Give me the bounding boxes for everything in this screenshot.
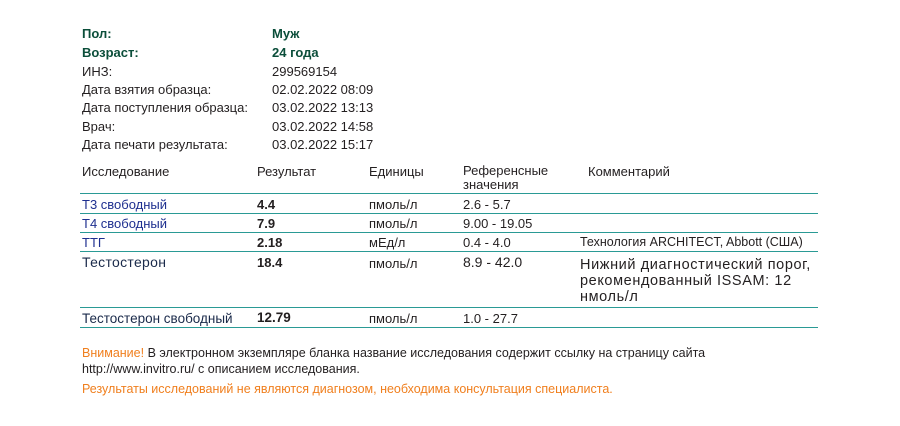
attention-note-line2 — [82, 362, 360, 376]
header-result: Результат — [257, 164, 317, 179]
table-row-reference: 0.4 - 4.0 — [463, 235, 511, 250]
table-rule — [80, 193, 818, 194]
header-comment: Комментарий — [588, 164, 670, 179]
sample-received-value: 03.02.2022 13:13 — [272, 100, 374, 115]
age-label: Возраст: — [82, 45, 139, 60]
table-rule — [80, 251, 818, 252]
table-row-comment: Нижний диагностический порог, рекомендованный ISSAM: 12 нмоль/л — [580, 257, 811, 305]
table-row-reference: 2.6 - 5.7 — [463, 197, 511, 212]
header-test: Исследование — [82, 164, 170, 179]
table-rule — [80, 213, 818, 214]
table-row-units: мЕд/л — [369, 235, 406, 250]
table-row-reference: 9.00 - 19.05 — [463, 216, 533, 231]
inz-label: ИНЗ: — [82, 64, 113, 79]
print-date-value: 03.02.2022 15:17 — [272, 137, 374, 152]
table-row-test[interactable]: Т3 свободный — [82, 197, 168, 212]
attention-note — [82, 346, 705, 360]
sample-received-label: Дата поступления образца: — [82, 100, 248, 115]
attention-text-2: с описанием исследования. — [194, 362, 360, 376]
disclaimer: Результаты исследований не являются диагнозом, необходима консультация специалиста. — [82, 382, 613, 396]
invitro-link[interactable]: http://www.invitro.ru/ — [82, 362, 195, 376]
table-row-comment: Технология ARCHITECT, Abbott (США) — [580, 235, 803, 249]
inz-value: 299569154 — [272, 64, 338, 79]
doctor-value: 03.02.2022 14:58 — [272, 119, 374, 134]
table-row-result: 7.9 — [257, 216, 276, 231]
sample-taken-label: Дата взятия образца: — [82, 82, 212, 97]
table-row-reference: 1.0 - 27.7 — [463, 311, 518, 326]
table-row-reference: 8.9 - 42.0 — [463, 254, 523, 270]
table-row-units: пмоль/л — [369, 311, 418, 326]
attention-word: Внимание! — [82, 346, 145, 360]
header-reference: Референсные значения — [463, 163, 549, 192]
table-rule — [80, 327, 818, 328]
table-row-result: 12.79 — [257, 310, 291, 325]
table-row-test[interactable]: Тестостерон — [82, 254, 167, 270]
doctor-label: Врач: — [82, 119, 116, 134]
print-date-label: Дата печати результата: — [82, 137, 228, 152]
table-row-test[interactable]: Тестостерон свободный — [82, 311, 233, 326]
table-row-result: 2.18 — [257, 235, 283, 250]
table-row-units: пмоль/л — [369, 216, 418, 231]
table-row-result: 18.4 — [257, 255, 283, 270]
table-rule — [80, 232, 818, 233]
gender-label: Пол: — [82, 26, 112, 41]
table-rule — [80, 307, 818, 308]
age-value: 24 года — [272, 45, 319, 60]
table-row-units: пмоль/л — [369, 256, 418, 271]
header-units: Единицы — [369, 164, 424, 179]
attention-text: В электронном экземпляре бланка название исследования содержит ссылку на страницу сайта — [144, 346, 706, 360]
table-row-result: 4.4 — [257, 197, 276, 212]
gender-value: Муж — [272, 26, 300, 41]
table-row-test[interactable]: ТТГ — [82, 235, 105, 250]
table-row-test[interactable]: Т4 свободный — [82, 216, 168, 231]
sample-taken-value: 02.02.2022 08:09 — [272, 82, 374, 97]
table-row-units: пмоль/л — [369, 197, 418, 212]
